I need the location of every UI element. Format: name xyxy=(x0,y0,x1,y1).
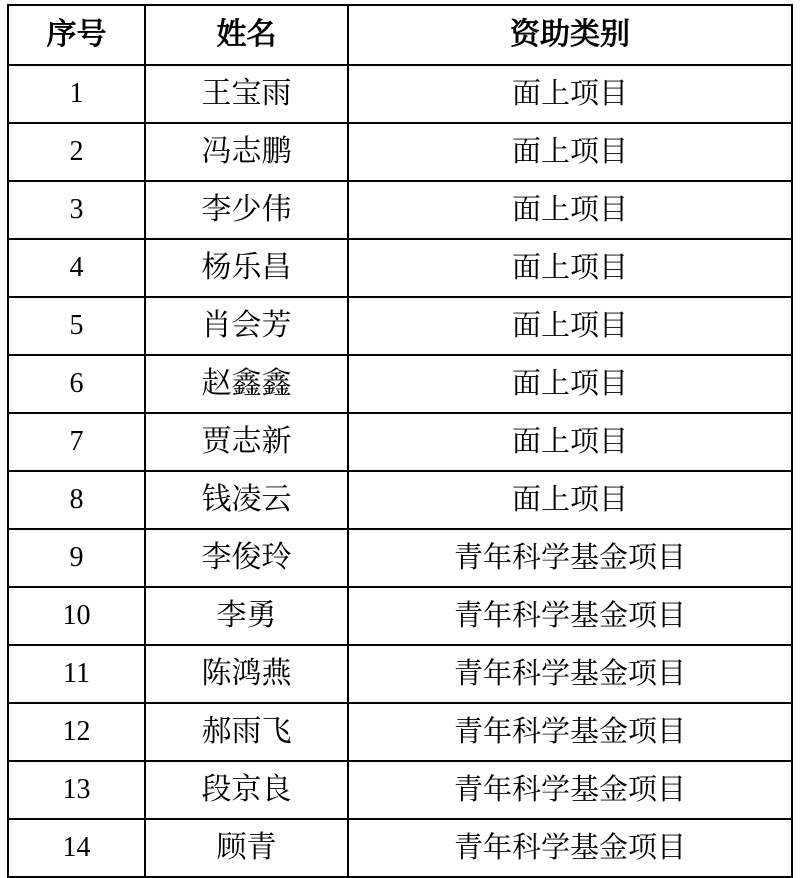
cell-type: 青年科学基金项目 xyxy=(348,703,792,761)
cell-index: 6 xyxy=(8,355,145,413)
table-header-row xyxy=(8,5,792,65)
grant-recipients-table xyxy=(7,4,793,878)
cell-index: 7 xyxy=(8,413,145,471)
cell-type: 青年科学基金项目 xyxy=(348,529,792,587)
table-row xyxy=(8,355,792,413)
document-page xyxy=(0,4,802,876)
table-header xyxy=(8,5,792,65)
cell-name: 肖会芳 xyxy=(145,297,348,355)
column-header-index: 序号 xyxy=(8,5,145,65)
cell-index: 12 xyxy=(8,703,145,761)
cell-name: 赵鑫鑫 xyxy=(145,355,348,413)
cell-name: 郝雨飞 xyxy=(145,703,348,761)
cell-index: 11 xyxy=(8,645,145,703)
table-row xyxy=(8,239,792,297)
cell-name: 顾青 xyxy=(145,819,348,877)
table-row xyxy=(8,413,792,471)
cell-name: 李勇 xyxy=(145,587,348,645)
table-row xyxy=(8,65,792,123)
cell-type: 青年科学基金项目 xyxy=(348,587,792,645)
table-row xyxy=(8,645,792,703)
table-row xyxy=(8,587,792,645)
cell-index: 13 xyxy=(8,761,145,819)
cell-type: 面上项目 xyxy=(348,181,792,239)
table-row xyxy=(8,181,792,239)
cell-name: 李俊玲 xyxy=(145,529,348,587)
cell-type: 面上项目 xyxy=(348,123,792,181)
cell-name: 李少伟 xyxy=(145,181,348,239)
cell-index: 10 xyxy=(8,587,145,645)
table-row xyxy=(8,529,792,587)
cell-index: 4 xyxy=(8,239,145,297)
column-header-name: 姓名 xyxy=(145,5,348,65)
cell-name: 冯志鹏 xyxy=(145,123,348,181)
cell-index: 9 xyxy=(8,529,145,587)
cell-name: 杨乐昌 xyxy=(145,239,348,297)
cell-index: 5 xyxy=(8,297,145,355)
table-row xyxy=(8,123,792,181)
cell-type: 青年科学基金项目 xyxy=(348,761,792,819)
cell-name: 陈鸿燕 xyxy=(145,645,348,703)
cell-name: 王宝雨 xyxy=(145,65,348,123)
column-header-type: 资助类别 xyxy=(348,5,792,65)
table-body xyxy=(8,65,792,877)
cell-index: 14 xyxy=(8,819,145,877)
cell-type: 面上项目 xyxy=(348,239,792,297)
table-row xyxy=(8,819,792,877)
cell-name: 贾志新 xyxy=(145,413,348,471)
table-row xyxy=(8,297,792,355)
cell-type: 面上项目 xyxy=(348,471,792,529)
cell-type: 面上项目 xyxy=(348,297,792,355)
cell-index: 1 xyxy=(8,65,145,123)
cell-name: 钱凌云 xyxy=(145,471,348,529)
table-row xyxy=(8,761,792,819)
cell-type: 青年科学基金项目 xyxy=(348,645,792,703)
table-row xyxy=(8,703,792,761)
cell-index: 2 xyxy=(8,123,145,181)
cell-type: 面上项目 xyxy=(348,355,792,413)
cell-type: 面上项目 xyxy=(348,413,792,471)
table-row xyxy=(8,471,792,529)
cell-type: 面上项目 xyxy=(348,65,792,123)
cell-type: 青年科学基金项目 xyxy=(348,819,792,877)
cell-index: 3 xyxy=(8,181,145,239)
cell-index: 8 xyxy=(8,471,145,529)
cell-name: 段京良 xyxy=(145,761,348,819)
